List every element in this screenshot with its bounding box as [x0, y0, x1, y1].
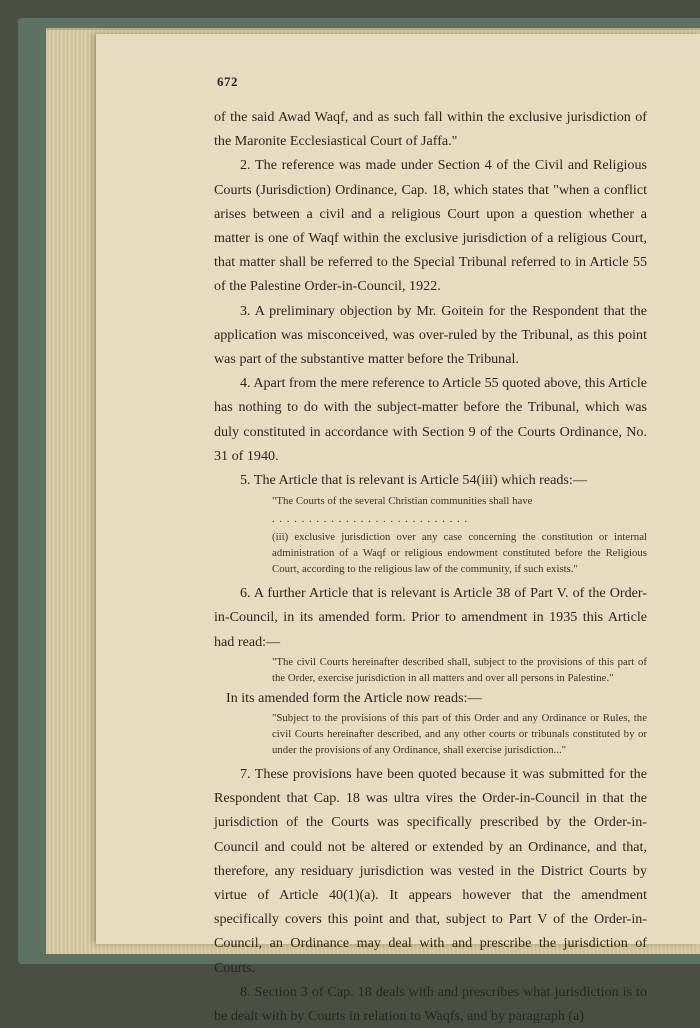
ellipsis-line: . . . . . . . . . . . . . . . . . . . . . . . . . . . [272, 513, 469, 526]
paragraph-4: 4. Apart from the mere reference to Article 55 quoted above, this Article has nothing to do with the subject-matter before the Tribunal, which was duly constituted in accordance with Section 9 of the Courts Ordinance, No. 31 of 1940. [214, 375, 648, 464]
paragraph-8: 8. Section 3 of Cap. 18 deals with and prescribes what jurisdiction is to be dealt with by Courts in relation to Waqfs, and by paragraph (a) [214, 983, 647, 1025]
page-body [214, 105, 647, 1028]
paragraph-5: 5. The Article that is relevant is Article 54(iii) which reads:— [240, 472, 587, 489]
book-page [96, 34, 700, 1025]
amended-form-line: In its amended form the Article now reads:— [226, 689, 482, 706]
quote-line: "The civil Courts hereinafter described shall, subject to the provisions of this part of the Order, exercise jurisdiction in all matters and over all persons in Palestine." [272, 655, 647, 684]
quote-article-54 [272, 493, 647, 577]
quote-line: (iii) exclusive jurisdiction over any case concerning the constitution or internal administration of a Waqf or religious endowment constituted before the Religious Court, according to the religious law of the community, if such exists." [272, 531, 647, 576]
paragraph-2: 2. The reference was made under Section 4 of the Civil and Religious Courts (Jurisdiction) Ordinance, Cap. 18, which states that "when a conflict arises between a civil and a religious Court upon a question whether a matter is one of Waqf within the exclusive jurisdiction of a religious Court, that matter shall be referred to the Special Tribunal referred to in Article 55 of the Palestine Order-in-Council, 1922. [214, 157, 647, 295]
page-number: 672 [217, 74, 238, 89]
paragraph-3: 3. A preliminary objection by Mr. Goitein for the Respondent that the application was misconceived, was over-ruled by the Tribunal, as this point was part of the substantive matter before the Tribunal. [214, 302, 647, 368]
quote-line: "Subject to the provisions of this part of this Order and any Ordinance or Rules, the civil Courts hereinafter described, and any other courts or tribunals constituted by or under the provisions of any Ordinance, shall exercise jurisdiction..." [272, 712, 647, 757]
paragraph-6: 6. A further Article that is relevant is Article 38 of Part V. of the Order-in-Council, in its amended form. Prior to amendment in 1935 this Article had read:— [214, 585, 647, 650]
paragraph: of the said Awad Waqf, and as such fall within the exclusive jurisdiction of the Maronite Ecclesiastical Court of Jaffa." [214, 109, 647, 150]
quote-line: "The Courts of the several Christian communities shall have [272, 495, 533, 508]
quote-article-38-amended [272, 710, 647, 758]
quote-article-38-original [272, 654, 647, 686]
paragraph-7: 7. These provisions have been quoted because it was submitted for the Respondent that Cap. 18 was ultra vires the Order-in-Council in that the jurisdiction of the Courts was specifically prescribed by the Order-in-Council and could not be altered or extended by an Ordinance, and that, therefore, any residuary jurisdiction was vested in the District Courts by virtue of Article 40(1)(a). It appears however that the amendment specifically covers this point and that, subject to Part V of the Order-in-Council, an Ordinance may deal with and prescribe the jurisdiction of Courts. [214, 766, 647, 976]
